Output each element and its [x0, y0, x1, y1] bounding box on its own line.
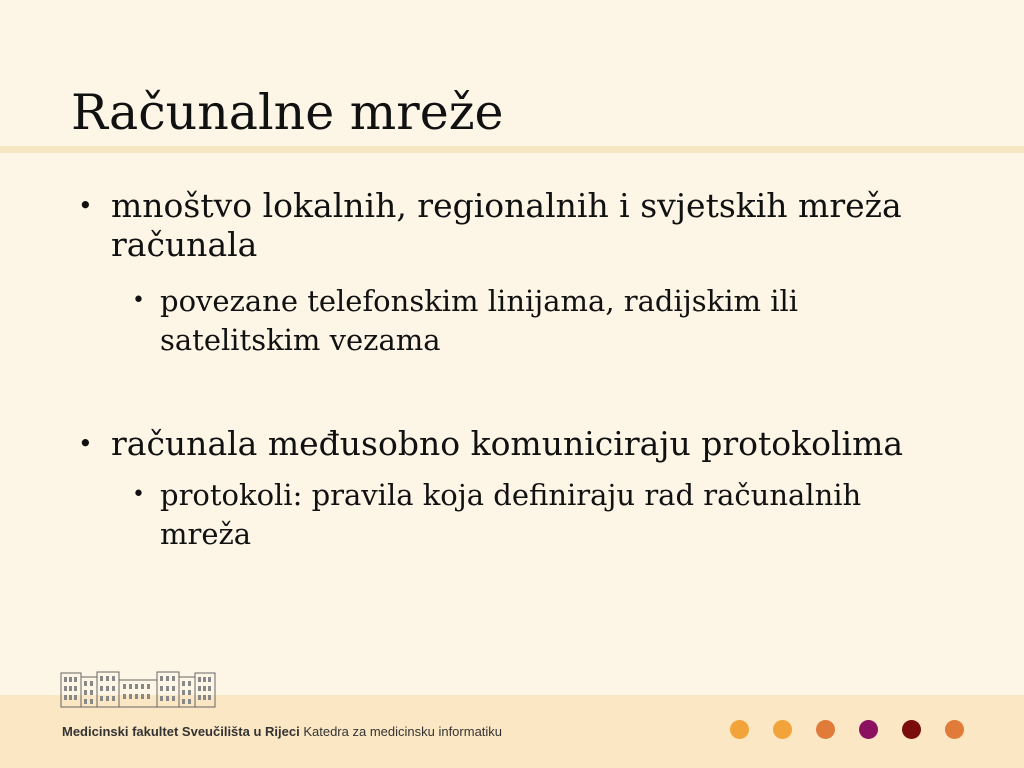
sub-bullet-item	[132, 282, 932, 360]
decorative-dot	[902, 720, 921, 739]
sub-bullet-item	[132, 476, 932, 554]
building-facade-icon	[60, 671, 216, 709]
footer-institution: Medicinski fakultet Sveučilišta u Rijeci	[62, 724, 300, 739]
sub-bullet-text: protokoli: pravila koja definiraju rad računalnih mreža	[160, 478, 862, 551]
decorative-dot	[816, 720, 835, 739]
decorative-dot	[773, 720, 792, 739]
bullet-item	[78, 424, 968, 463]
decorative-dot	[859, 720, 878, 739]
bullet-dot-icon: •	[132, 482, 145, 507]
decorative-dot	[945, 720, 964, 739]
slide-title: Računalne mreže	[71, 84, 504, 141]
bullet-text: mnoštvo lokalnih, regionalnih i svjetskih mreža računala	[111, 186, 902, 264]
footer-text	[62, 724, 502, 739]
footer-department: Katedra za medicinsku informatiku	[303, 724, 503, 739]
title-underline-band	[0, 146, 1024, 153]
bullet-item	[78, 186, 968, 264]
sub-bullet-text: povezane telefonskim linijama, radijskim ili satelitskim vezama	[160, 284, 799, 357]
bullet-dot-icon: •	[132, 288, 145, 313]
bullet-text: računala međusobno komuniciraju protokolima	[111, 424, 904, 463]
decorative-dot	[730, 720, 749, 739]
bullet-dot-icon: •	[78, 429, 93, 458]
bullet-dot-icon: •	[78, 191, 93, 220]
